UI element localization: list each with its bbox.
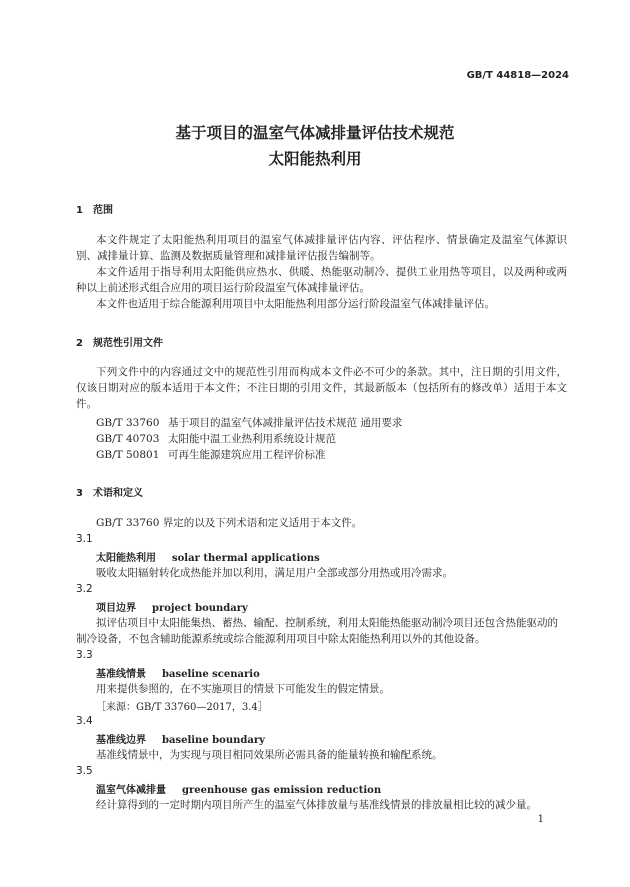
reference-code: GB/T 50801: [96, 449, 160, 461]
term-definition: 基准线情景中，为实现与项目相同效果所必需具备的能量转换和输配系统。: [96, 749, 443, 761]
reference-title: 基于项目的温室气体减排量评估技术规范 通用要求: [168, 417, 403, 429]
term-number: 3.4: [76, 715, 93, 727]
term-number: 3.5: [76, 765, 93, 777]
standard-number: GB/T 44818—2024: [466, 70, 569, 81]
section-2-heading: [76, 334, 163, 349]
section-number: 1: [76, 205, 83, 216]
term-chinese: 太阳能热利用: [96, 553, 156, 564]
section-1-heading: [76, 201, 113, 216]
term-english: project boundary: [152, 603, 248, 614]
term-source: ［来源：GB/T 33760—2017，3.4］: [96, 702, 268, 713]
term-heading: [96, 599, 248, 614]
paragraph: 本文件适用于指导利用太阳能供应热水、供暖、热能驱动制冷、提供工业用热等项目，以及两种或两种以上前述形式组合应用的项目运行阶段温室气体减排量评估。: [76, 266, 567, 294]
section-title: 范围: [93, 205, 113, 216]
term-number: 3.1: [76, 533, 93, 545]
term-heading: [96, 781, 381, 796]
term-definition: 吸收太阳辐射转化成热能并加以利用，满足用户全部或部分用热或用冷需求。: [96, 567, 453, 579]
section-number: 2: [76, 338, 83, 349]
document-title: 基于项目的温室气体减排量评估技术规范: [175, 124, 455, 142]
paragraph: GB/T 33760 界定的以及下列术语和定义适用于本文件。: [96, 517, 363, 529]
term-english: greenhouse gas emission reduction: [182, 785, 382, 796]
term-heading: [96, 731, 265, 746]
document-subtitle: 太阳能热利用: [268, 150, 362, 168]
page-number: 1: [537, 814, 544, 825]
paragraph: 本文件规定了太阳能热利用项目的温室气体减排量评估内容、评估程序、情景确定及温室气体源识别、减排量计算、监测及数据质量管理和减排量评估报告编制等。: [76, 234, 567, 262]
reference-item: [96, 415, 402, 430]
term-number: 3.3: [76, 649, 93, 661]
paragraph: 本文件也适用于综合能源利用项目中太阳能热利用部分运行阶段温室气体减排量评估。: [96, 298, 495, 310]
paragraph: 下列文件中的内容通过文中的规范性引用而构成本文件必不可少的条款。其中，注日期的引用文件，仅该日期对应的版本适用于本文件；不注日期的引用文件，其最新版本（包括所有的修改单）适用于本文件。: [76, 366, 567, 410]
reference-code: GB/T 33760: [96, 417, 160, 429]
section-title: 规范性引用文件: [93, 338, 163, 349]
term-definition: 拟评估项目中太阳能集热、蓄热、输配、控制系统，利用太阳能热能驱动制冷项目还包含热能驱动的: [96, 617, 558, 629]
term-definition: 用来提供参照的，在不实施项目的情景下可能发生的假定情景。: [96, 683, 390, 695]
section-number: 3: [76, 488, 83, 499]
section-title: 术语和定义: [93, 488, 143, 499]
term-number: 3.2: [76, 583, 93, 595]
reference-code: GB/T 40703: [96, 433, 160, 445]
term-definition: 经计算得到的一定时期内项目所产生的温室气体排放量与基准线情景的排放量相比较的减少量。: [96, 799, 537, 811]
term-english: solar thermal applications: [172, 553, 320, 564]
term-english: baseline boundary: [162, 735, 265, 746]
term-definition: 制冷设备，不包含辅助能源系统或综合能源利用项目中除太阳能热利用以外的其他设备。: [76, 633, 486, 645]
term-heading: [96, 665, 260, 680]
term-english: baseline scenario: [162, 669, 260, 680]
section-3-heading: [76, 484, 143, 499]
term-chinese: 基准线情景: [96, 669, 146, 680]
term-heading: [96, 549, 320, 564]
reference-item: [96, 447, 326, 462]
reference-title: 可再生能源建筑应用工程评价标准: [168, 449, 326, 461]
term-chinese: 项目边界: [96, 603, 136, 614]
reference-item: [96, 431, 336, 446]
term-chinese: 温室气体减排量: [96, 785, 166, 796]
term-chinese: 基准线边界: [96, 735, 146, 746]
reference-title: 太阳能中温工业热利用系统设计规范: [168, 433, 336, 445]
